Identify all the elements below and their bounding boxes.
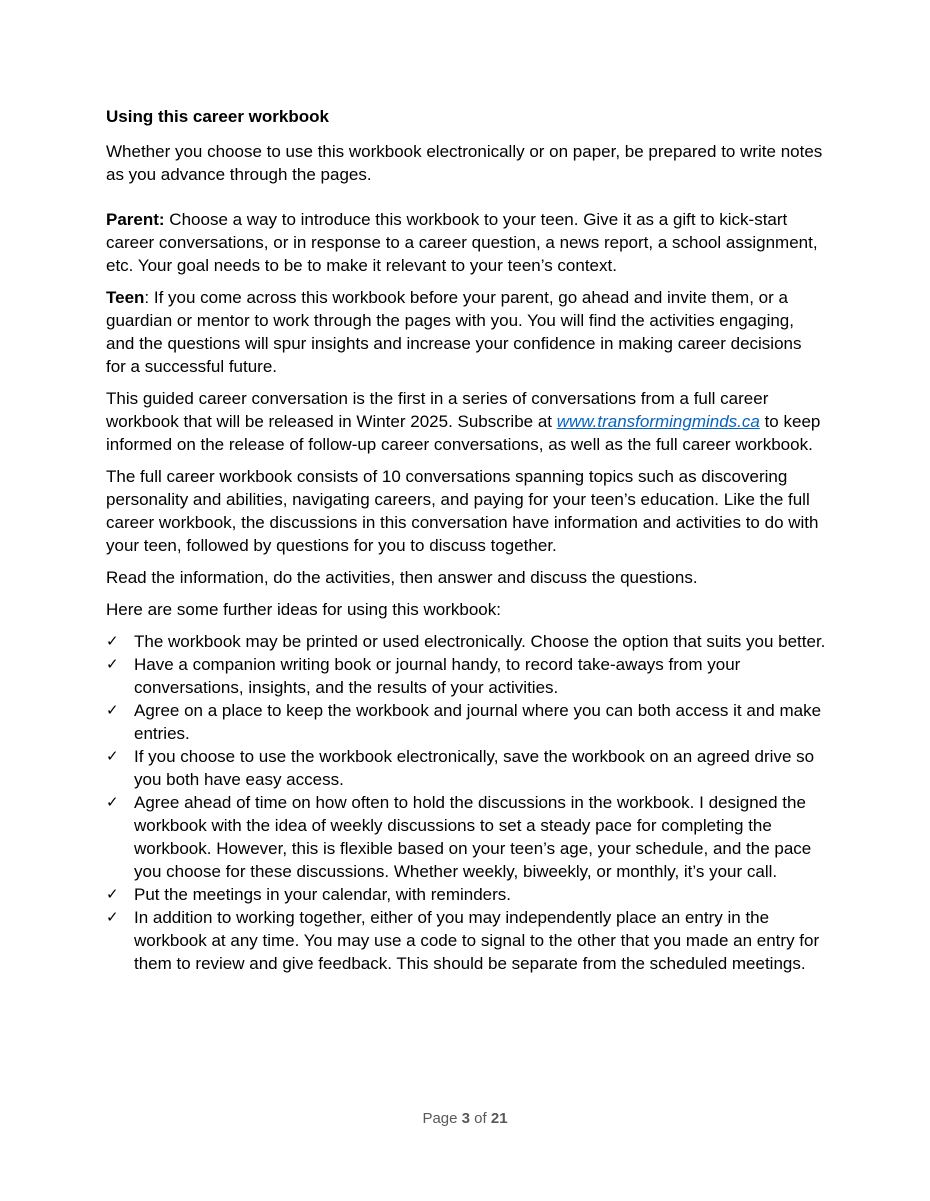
teen-lead: Teen xyxy=(106,288,145,307)
checkmark-icon: ✓ xyxy=(106,632,119,650)
series-paragraph xyxy=(106,387,826,456)
list-item-text: Agree on a place to keep the workbook and journal where you can both access it and make entries. xyxy=(134,701,822,743)
list-item xyxy=(106,745,826,791)
list-item xyxy=(106,653,826,699)
list-item-text: Put the meetings in your calendar, with reminders. xyxy=(134,885,512,904)
list-item xyxy=(106,630,826,653)
teen-text: : If you come across this workbook before your parent, go ahead and invite them, or a guardian or mentor to work through the pages with you. You will find the activities engaging, and the questions will spur insights and increase your confidence in making career decisions for a successful future. xyxy=(106,288,802,376)
series-text-after: to keep informed on the release of follow-up career conversations, as well as the full career workbook. xyxy=(106,412,821,454)
parent-paragraph xyxy=(106,208,826,277)
document-page xyxy=(106,106,826,975)
parent-text: Choose a way to introduce this workbook to your teen. Give it as a gift to kick-start career conversations, or in response to a career question, a news report, a school assignment, etc. Your goal needs to be to make it relevant to your teen’s context. xyxy=(106,210,818,275)
series-text-before: This guided career conversation is the first in a series of conversations from a full career workbook that will be released in Winter 2025. Subscribe at xyxy=(106,389,769,431)
page-footer xyxy=(0,1110,930,1127)
list-item-text: If you choose to use the workbook electronically, save the workbook on an agreed drive so you both have easy access. xyxy=(134,747,815,789)
intro-paragraph: Whether you choose to use this workbook electronically or on paper, be prepared to write notes as you advance through the pages. xyxy=(106,142,823,184)
list-item-text: Have a companion writing book or journal handy, to record take-aways from your conversations, insights, and the results of your activities. xyxy=(134,655,741,697)
list-item xyxy=(106,699,826,745)
full-workbook-paragraph: The full career workbook consists of 10 conversations spanning topics such as discovering personality and abilities, navigating careers, and paying for your teen’s education. Like the full career workbook, the discussions in this conversation have information and activities to do with your teen, followed by questions for you to discuss together. xyxy=(106,467,819,555)
checkmark-icon: ✓ xyxy=(106,793,119,811)
list-item-text: Agree ahead of time on how often to hold the discussions in the workbook. I designed the workbook with the idea of weekly discussions to set a steady pace for completing the workbook. However, this is flexible based on your teen’s age, your schedule, and the pace you choose for these discussions. Whether weekly, biweekly, or monthly, it’s your call. xyxy=(134,793,812,881)
checkmark-icon: ✓ xyxy=(106,701,119,719)
checkmark-icon: ✓ xyxy=(106,908,119,926)
teen-paragraph xyxy=(106,286,826,378)
current-page-number: 3 xyxy=(461,1110,470,1127)
list-item xyxy=(106,906,826,975)
section-heading: Using this career workbook xyxy=(106,107,329,126)
ideas-checklist xyxy=(106,630,826,975)
list-item xyxy=(106,883,826,906)
checkmark-icon: ✓ xyxy=(106,747,119,765)
ideas-intro-paragraph: Here are some further ideas for using this workbook: xyxy=(106,600,501,619)
of-label: of xyxy=(474,1110,487,1127)
page-label: Page xyxy=(422,1110,458,1127)
instructions-paragraph: Read the information, do the activities, then answer and discuss the questions. xyxy=(106,568,698,587)
parent-lead: Parent: xyxy=(106,210,165,229)
list-item-text: The workbook may be printed or used electronically. Choose the option that suits you better. xyxy=(134,632,826,651)
total-pages-number: 21 xyxy=(490,1110,508,1127)
checkmark-icon: ✓ xyxy=(106,655,119,673)
list-item-text: In addition to working together, either of you may independently place an entry in the workbook at any time. You may use a code to signal to the other that you made an entry for them to review and give feedback. This should be separate from the scheduled meetings. xyxy=(134,908,820,973)
list-item xyxy=(106,791,826,883)
checkmark-icon: ✓ xyxy=(106,885,119,903)
website-link[interactable]: www.transformingminds.ca xyxy=(556,412,760,431)
